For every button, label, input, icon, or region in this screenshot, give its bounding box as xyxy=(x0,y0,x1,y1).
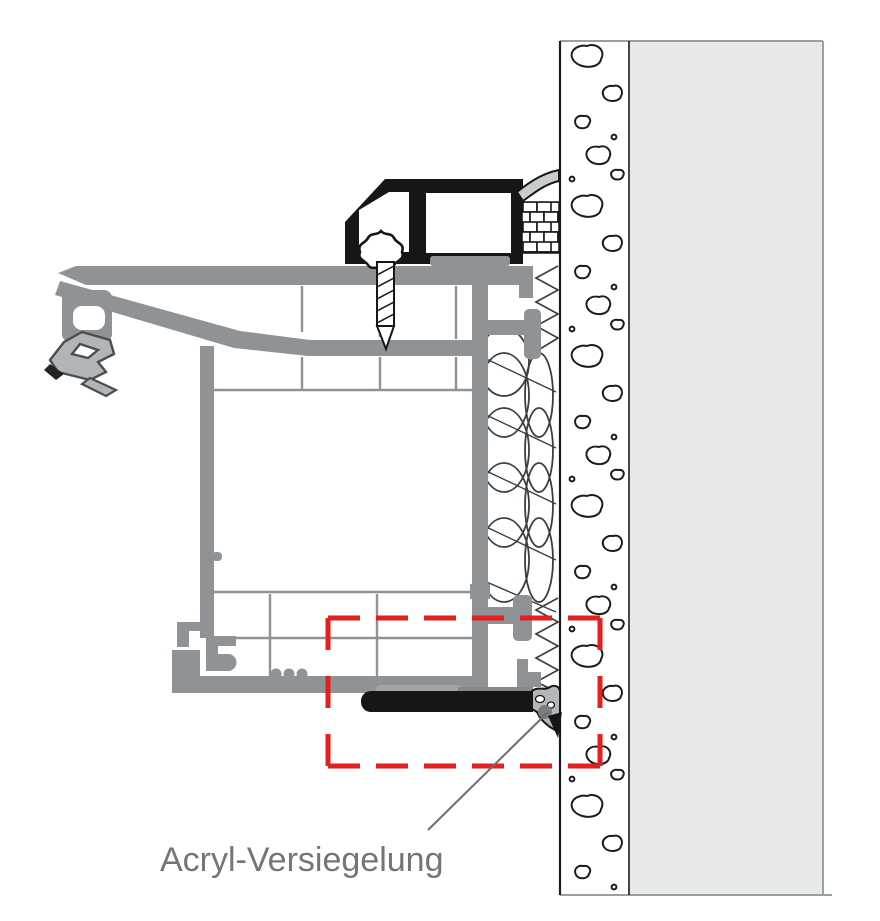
sash-gasket xyxy=(44,332,116,396)
sealant-label: Acryl-Versiegelung xyxy=(160,841,444,879)
brick-infill xyxy=(522,202,559,253)
fastening-screw xyxy=(359,231,402,349)
frame-right-web xyxy=(472,284,488,694)
sill-rib xyxy=(271,669,282,680)
plaster-layer xyxy=(629,41,823,895)
sill-clip-profile xyxy=(206,636,237,671)
frame-top-bar xyxy=(58,266,533,298)
frame-slant-member xyxy=(55,281,472,356)
cover-cavity-right xyxy=(426,193,511,253)
frame-ledge xyxy=(470,584,490,599)
sill-end-block xyxy=(172,650,200,693)
leader-line xyxy=(428,712,548,830)
cover-base-strip xyxy=(430,256,510,266)
frame-nub xyxy=(212,552,222,561)
membrane-strip xyxy=(517,170,559,201)
bottom-seal-strip-end xyxy=(450,691,533,712)
sealant-void xyxy=(536,696,545,703)
gasket-tail xyxy=(82,378,116,396)
gasket-channel xyxy=(73,306,105,330)
masonry-wall xyxy=(560,41,832,895)
wall-bracket xyxy=(517,659,541,687)
window-frame-profile xyxy=(55,266,541,694)
sill-rib xyxy=(284,669,295,680)
bottom-joint xyxy=(361,685,562,738)
sill-rib xyxy=(297,669,308,680)
wall-anchor-top xyxy=(486,309,541,359)
insulation-coils xyxy=(479,328,556,612)
frame-left-web xyxy=(200,346,214,638)
